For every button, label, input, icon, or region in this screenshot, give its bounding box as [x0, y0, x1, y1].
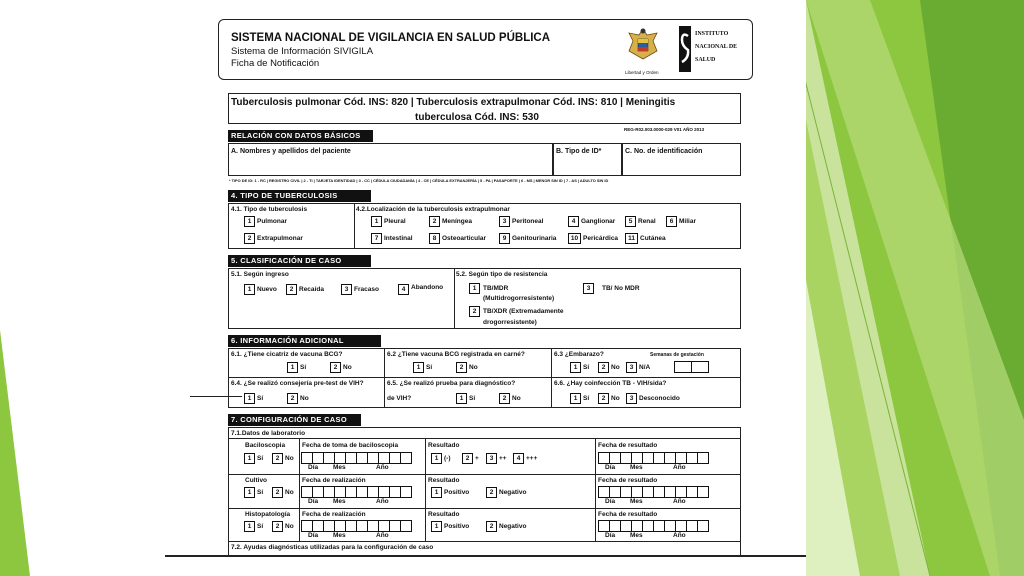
histopathology-date-day: Día: [308, 532, 319, 539]
entry-option-4-label: Abandono: [411, 284, 444, 291]
section-tb-type-header: 4. TIPO DE TUBERCULOSIS: [228, 190, 371, 202]
section-additional-info-header: 6. INFORMACIÓN ADICIONAL: [228, 335, 381, 347]
culture-date-month: Mes: [333, 498, 346, 505]
page-bottom-rule: [165, 555, 806, 557]
histopathology-result-date-label: Fecha de resultado: [598, 511, 658, 518]
tb-location-option-5-label: Renal: [638, 218, 656, 225]
coinfection-unknown[interactable]: 3: [626, 393, 637, 404]
tb-location-option-2-label: Meníngea: [442, 218, 472, 225]
smear-result-plus-1[interactable]: 2: [462, 453, 473, 464]
hiv-test-no[interactable]: 2: [499, 393, 510, 404]
ins-name-line-1: INSTITUTO: [695, 31, 729, 37]
entry-option-2[interactable]: 2: [286, 284, 297, 295]
tb-location-option-8[interactable]: 8: [429, 233, 440, 244]
entry-option-3[interactable]: 3: [341, 284, 352, 295]
tb-location-question: 4.2.Localización de la tuberculosis extrapulmonar: [356, 206, 510, 213]
tb-location-option-7-label: Intestinal: [384, 235, 413, 242]
tb-location-option-2[interactable]: 2: [429, 216, 440, 227]
patient-name-label: A. Nombres y apellidos del paciente: [231, 148, 351, 155]
tb-location-option-1[interactable]: 1: [371, 216, 382, 227]
header-subtitle-1: Sistema de Información SIVIGILA: [231, 46, 374, 57]
smear-result-date-label: Fecha de resultado: [598, 442, 658, 449]
entry-option-1-label: Nuevo: [257, 286, 277, 293]
culture-label: Cultivo: [245, 477, 268, 484]
histopathology-yes[interactable]: 1: [244, 521, 255, 532]
tb-type-option-2-label: Extrapulmonar: [257, 235, 303, 242]
coinfection-unknown-label: Desconocido: [639, 395, 680, 402]
histopathology-label: Histopatología: [245, 511, 291, 518]
section-case-config-header: 7. CONFIGURACIÓN DE CASO: [228, 414, 361, 426]
colombia-seal-icon: [623, 25, 663, 65]
smear-result-negative[interactable]: 1: [431, 453, 442, 464]
culture-result-date-day: Día: [605, 498, 616, 505]
lab-col-divider-1: [299, 438, 300, 541]
resistance-option-1[interactable]: 1: [469, 283, 480, 294]
tb-location-option-1-label: Pleural: [384, 218, 406, 225]
resistance-question: 5.2. Según tipo de resistencia: [456, 271, 548, 278]
pregnancy-question: 6.3 ¿Embarazo?: [554, 351, 604, 358]
ins-name-line-3: SALUD: [695, 57, 716, 63]
smear-yes-label: Sí: [257, 455, 264, 462]
histopathology-no[interactable]: 2: [272, 521, 283, 532]
culture-result-date-label: Fecha de resultado: [598, 477, 658, 484]
histopathology-result-date-input[interactable]: [599, 520, 709, 532]
bcg-card-no[interactable]: 2: [456, 362, 467, 373]
lab-row-divider-3: [228, 541, 741, 542]
histopathology-result-positive-label: Positivo: [444, 523, 470, 530]
resistance-option-2-label: TB/XDR (Extremadamente: [483, 308, 564, 315]
bcg-card-question: 6.2 ¿Tiene vacuna BCG registrada en carné?: [387, 351, 525, 358]
smear-result-date-month: Mes: [630, 464, 643, 471]
pointer-line: [190, 396, 242, 397]
tb-location-option-6-label: Miliar: [679, 218, 696, 225]
tb-type-option-2[interactable]: 2: [244, 233, 255, 244]
green-shape-left: [0, 330, 30, 576]
entry-option-1[interactable]: 1: [244, 284, 255, 295]
entry-option-3-label: Fracaso: [354, 286, 379, 293]
tb-type-divider: [354, 203, 355, 249]
histopathology-date-label: Fecha de realización: [302, 511, 366, 518]
tb-location-option-11-label: Cutánea: [640, 235, 666, 242]
pregnancy-yes-label: Sí: [583, 364, 590, 371]
smear-result-date-year: Año: [673, 464, 686, 471]
tb-location-option-11[interactable]: 11: [625, 233, 638, 244]
entry-option-4[interactable]: 4: [398, 284, 409, 295]
tb-location-option-9-label: Genitourinaria: [512, 235, 557, 242]
tb-type-question: 4.1. Tipo de tuberculosis: [231, 206, 308, 213]
histopathology-date-month: Mes: [333, 532, 346, 539]
smear-result-date-day: Día: [605, 464, 616, 471]
resistance-option-3-label: TB/ No MDR: [602, 285, 640, 292]
coinfection-yes[interactable]: 1: [570, 393, 581, 404]
bcg-scar-question: 6.1. ¿Tiene cicatriz de vacuna BCG?: [231, 351, 343, 358]
smear-date-year: Año: [376, 464, 389, 471]
smear-date-label: Fecha de toma de baciloscopia: [302, 442, 399, 449]
smear-no-label: No: [285, 455, 294, 462]
tb-location-option-10-label: Pericárdica: [583, 235, 619, 242]
coinfection-no[interactable]: 2: [598, 393, 609, 404]
smear-result-label: Resultado: [428, 442, 460, 449]
lab-row-divider-0: [228, 438, 741, 439]
additional-info-col-divider-1: [384, 348, 385, 408]
pregnancy-no[interactable]: 2: [598, 362, 609, 373]
header-subtitle-2: Ficha de Notificación: [231, 58, 320, 69]
smear-result-negative-label: (-): [444, 455, 451, 462]
histopathology-result-date-month: Mes: [630, 532, 643, 539]
pregnancy-na[interactable]: 3: [626, 362, 637, 373]
histopathology-result-positive[interactable]: 1: [431, 521, 442, 532]
classification-divider: [454, 268, 455, 329]
pregnancy-na-label: N/A: [639, 364, 651, 371]
entry-type-question: 5.1. Según ingreso: [231, 271, 289, 278]
id-number-label: C. No. de identificación: [625, 148, 703, 155]
culture-yes[interactable]: 1: [244, 487, 255, 498]
tb-location-option-3[interactable]: 3: [499, 216, 510, 227]
culture-result-date-input[interactable]: [599, 486, 709, 498]
tb-location-option-4[interactable]: 4: [568, 216, 579, 227]
smear-date-input[interactable]: [302, 452, 412, 464]
hiv-counseling-no-label: No: [300, 395, 309, 402]
smear-date-month: Mes: [333, 464, 346, 471]
histopathology-result-date-day: Día: [605, 532, 616, 539]
culture-date-year: Año: [376, 498, 389, 505]
diagnostic-aids-label: 7.2. Ayudas diagnósticas utilizadas para la configuración de caso: [231, 544, 434, 551]
pregnancy-no-label: No: [611, 364, 620, 371]
bcg-scar-no-label: No: [343, 364, 352, 371]
bcg-scar-no[interactable]: 2: [330, 362, 341, 373]
id-type-footnote: * TIPO DE ID: 1 - RC | REGISTRO CIVIL | 2 - TI | TARJETA IDENTIDAD | 3 - CC | CÉDULA CIUDADANÍA | 4 - CE | CÉDULA EXTRANJERÍA | 5 - PA | PASAPORTE | 6 - MS | MENOR SIN ID | 7 - AS | ADULTO SIN ID: [229, 178, 609, 183]
hiv-counseling-question: 6.4. ¿Se realizó consejería pre-test de VIH?: [231, 380, 364, 387]
tb-location-option-8-label: Osteoarticular: [442, 235, 487, 242]
tb-location-option-4-label: Ganglionar: [581, 218, 616, 225]
gestation-weeks-input[interactable]: [675, 361, 709, 373]
bcg-scar-yes[interactable]: 1: [287, 362, 298, 373]
form-title-line-2: tuberculosa Cód. INS: 530: [415, 112, 539, 123]
section-case-classification-header: 5. CLASIFICACIÓN DE CASO: [228, 255, 371, 267]
culture-no[interactable]: 2: [272, 487, 283, 498]
culture-date-day: Día: [308, 498, 319, 505]
lab-col-divider-3: [595, 438, 596, 541]
culture-result-date-year: Año: [673, 498, 686, 505]
lab-col-divider-2: [425, 438, 426, 541]
tb-location-option-3-label: Peritoneal: [512, 218, 544, 225]
culture-result-date-month: Mes: [630, 498, 643, 505]
tb-location-option-7[interactable]: 7: [371, 233, 382, 244]
smear-result-plus-1-label: +: [475, 455, 479, 462]
notification-form: [165, 0, 806, 576]
resistance-option-1-label: TB/MDR: [483, 285, 509, 292]
histopathology-yes-label: Sí: [257, 523, 264, 530]
id-type-label: B. Tipo de ID*: [556, 148, 602, 155]
culture-date-input[interactable]: [302, 486, 412, 498]
smear-label: Baciloscopia: [245, 442, 286, 449]
hiv-counseling-yes[interactable]: 1: [244, 393, 255, 404]
smear-yes[interactable]: 1: [244, 453, 255, 464]
culture-no-label: No: [285, 489, 294, 496]
histopathology-date-input[interactable]: [302, 520, 412, 532]
resistance-option-2-detail: drogorresistente): [483, 319, 537, 326]
section-basic-data-header: RELACIÓN CON DATOS BÁSICOS: [228, 130, 373, 142]
entry-option-2-label: Recaída: [299, 286, 324, 293]
histopathology-result-negative[interactable]: 2: [486, 521, 497, 532]
hiv-test-question: 6.5. ¿Se realizó prueba para diagnóstico?: [387, 380, 516, 387]
smear-result-plus-3[interactable]: 4: [513, 453, 524, 464]
culture-result-positive[interactable]: 1: [431, 487, 442, 498]
tb-type-option-1-label: Pulmonar: [257, 218, 287, 225]
form-code: REG-R02.003.0000-029 V01 AÑO 2013: [624, 127, 705, 132]
histopathology-result-negative-label: Negativo: [499, 523, 527, 530]
tb-location-option-5[interactable]: 5: [625, 216, 636, 227]
seal-caption: Libertad y Orden: [625, 70, 659, 75]
coinfection-question: 6.6. ¿Hay coinfección TB - VIH/sida?: [554, 380, 667, 387]
additional-info-row-divider: [228, 377, 741, 378]
histopathology-result-label: Resultado: [428, 511, 460, 518]
histopathology-result-date-year: Año: [673, 532, 686, 539]
hiv-test-question-cont: de VIH?: [387, 395, 412, 402]
culture-yes-label: Sí: [257, 489, 264, 496]
hiv-test-yes[interactable]: 1: [456, 393, 467, 404]
resistance-option-2[interactable]: 2: [469, 306, 480, 317]
hiv-counseling-yes-label: Sí: [257, 395, 264, 402]
bcg-card-yes-label: Sí: [426, 364, 433, 371]
culture-date-label: Fecha de realización: [302, 477, 366, 484]
coinfection-no-label: No: [611, 395, 620, 402]
hiv-counseling-no[interactable]: 2: [287, 393, 298, 404]
ins-logo-s-icon: [679, 30, 691, 68]
pregnancy-yes[interactable]: 1: [570, 362, 581, 373]
bcg-card-yes[interactable]: 1: [413, 362, 424, 373]
lab-row-divider-2: [228, 508, 741, 509]
resistance-option-1-detail: (Multidrogorresistente): [483, 295, 555, 302]
bcg-scar-yes-label: Sí: [300, 364, 307, 371]
smear-date-day: Día: [308, 464, 319, 471]
ins-name-line-2: NACIONAL DE: [695, 44, 738, 50]
header-title: SISTEMA NACIONAL DE VIGILANCIA EN SALUD PÚBLICA: [231, 32, 551, 44]
tb-location-option-9[interactable]: 9: [499, 233, 510, 244]
additional-info-col-divider-2: [551, 348, 552, 408]
smear-result-date-input[interactable]: [599, 452, 709, 464]
gestation-weeks-label: Semanas de gestación: [650, 352, 704, 358]
smear-no[interactable]: 2: [272, 453, 283, 464]
tb-location-option-6[interactable]: 6: [666, 216, 677, 227]
resistance-option-3[interactable]: 3: [583, 283, 594, 294]
culture-result-negative[interactable]: 2: [486, 487, 497, 498]
culture-result-negative-label: Negativo: [499, 489, 527, 496]
bcg-card-no-label: No: [469, 364, 478, 371]
coinfection-yes-label: Sí: [583, 395, 590, 402]
culture-result-positive-label: Positivo: [444, 489, 470, 496]
histopathology-date-year: Año: [376, 532, 389, 539]
hiv-test-yes-label: Sí: [469, 395, 476, 402]
hiv-test-no-label: No: [512, 395, 521, 402]
smear-result-plus-3-label: +++: [526, 455, 538, 462]
culture-result-label: Resultado: [428, 477, 460, 484]
histopathology-no-label: No: [285, 523, 294, 530]
tb-location-option-10[interactable]: 10: [568, 233, 581, 244]
lab-data-label: 7.1.Datos de laboratorio: [231, 430, 306, 437]
smear-result-plus-2[interactable]: 3: [486, 453, 497, 464]
smear-result-plus-2-label: ++: [499, 455, 507, 462]
lab-row-divider-1: [228, 474, 741, 475]
form-title-line-1: Tuberculosis pulmonar Cód. INS: 820 | Tuberculosis extrapulmonar Cód. INS: 810 | Meningitis: [231, 97, 676, 108]
tb-type-option-1[interactable]: 1: [244, 216, 255, 227]
